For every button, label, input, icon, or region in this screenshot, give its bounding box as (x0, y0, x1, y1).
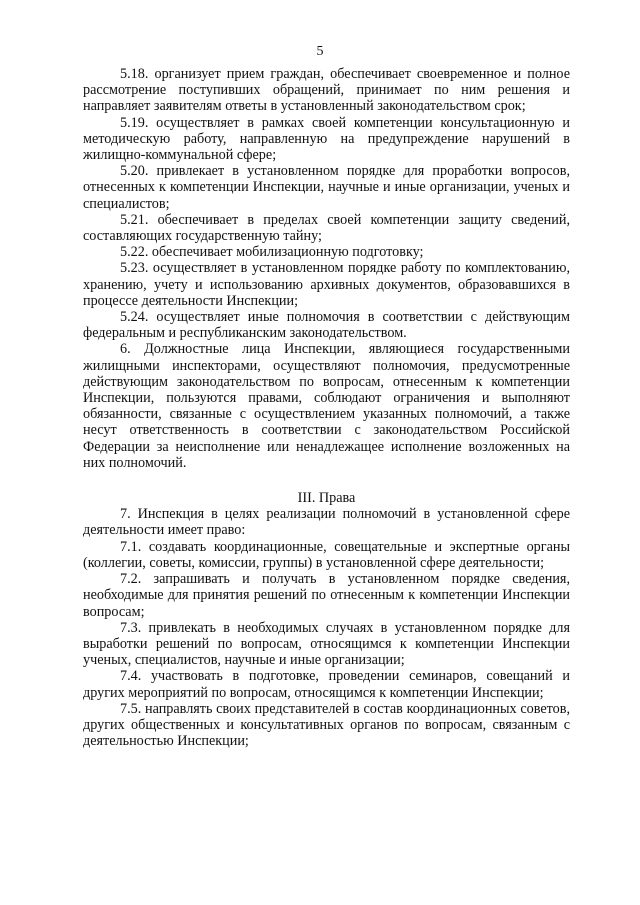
paragraph-5-21: 5.21. обеспечивает в пределах своей компетенции защиту сведений, составляющих государственную тайну; (83, 211, 570, 245)
paragraph-5-24: 5.24. осуществляет иные полномочия в соответствии с действующим федеральным и республиканским законодательством. (83, 309, 570, 342)
paragraph-7-2: 7.2. запрашивать и получать в установленном порядке сведения, необходимые для принятия решений по отнесенным к компетенции Инспекции вопросам; (83, 571, 570, 620)
paragraph-5-22: 5.22. обеспечивает мобилизационную подготовку; (120, 244, 424, 261)
section-heading-rights: III. Права (297, 490, 356, 507)
page-number: 5 (316, 44, 324, 59)
paragraph-7-5: 7.5. направлять своих представителей в состав координационных советов, других общественных и консультативных органов по вопросам, связанным с деятельностью Инспекции; (83, 700, 570, 750)
paragraph-5-23: 5.23. осуществляет в установленном порядке работу по комплектованию, хранению, учету и использованию архивных документов, образовавшихся в процессе деятельности Инспекции; (83, 260, 570, 309)
paragraph-5-18: 5.18. организует прием граждан, обеспечивает своевременное и полное рассмотрение поступивших обращений, принимает по ним решения и направляет заявителям ответы в установленный законодательством срок; (83, 66, 570, 115)
paragraph-7-4: 7.4. участвовать в подготовке, проведении семинаров, совещаний и других мероприятий по вопросам, относящимся к компетенции Инспекции; (83, 668, 570, 701)
paragraph-7-1: 7.1. создавать координационные, совещательные и экспертные органы (коллегии, советы, комиссии, группы) в установленной сфере деятельности; (83, 538, 570, 571)
document-body (83, 66, 570, 749)
paragraph-6: 6. Должностные лица Инспекции, являющиеся государственными жилищными инспекторами, осуществляют полномочия, предусмотренные действующим законодательством по вопросам, отнесенным к компетенции Инспекции, пользуются правами, соблюдают ограничения и выполняют обязанности, связанные с осуществлением указанных полномочий, а также несут ответственность в соответствии с законодательством Российской Федерации за неисполнение или ненадлежащее исполнение возложенных на них полномочий. (83, 341, 570, 471)
paragraph-7: 7. Инспекция в целях реализации полномочий в установленной сфере деятельности имеет право: (83, 506, 570, 539)
paragraph-7-3: 7.3. привлекать в необходимых случаях в установленном порядке для выработки решений по вопросам, относящимся к компетенции Инспекции ученых, специалистов, научные и иные организации; (83, 619, 570, 669)
paragraph-5-20: 5.20. привлекает в установленном порядке для проработки вопросов, отнесенных к компетенции Инспекции, научные и иные организации, ученых и специалистов; (83, 163, 570, 212)
paragraph-5-19: 5.19. осуществляет в рамках своей компетенции консультационную и методическую работу, направленную на предупреждение нарушений в жилищно-коммунальной сфере; (83, 114, 570, 164)
